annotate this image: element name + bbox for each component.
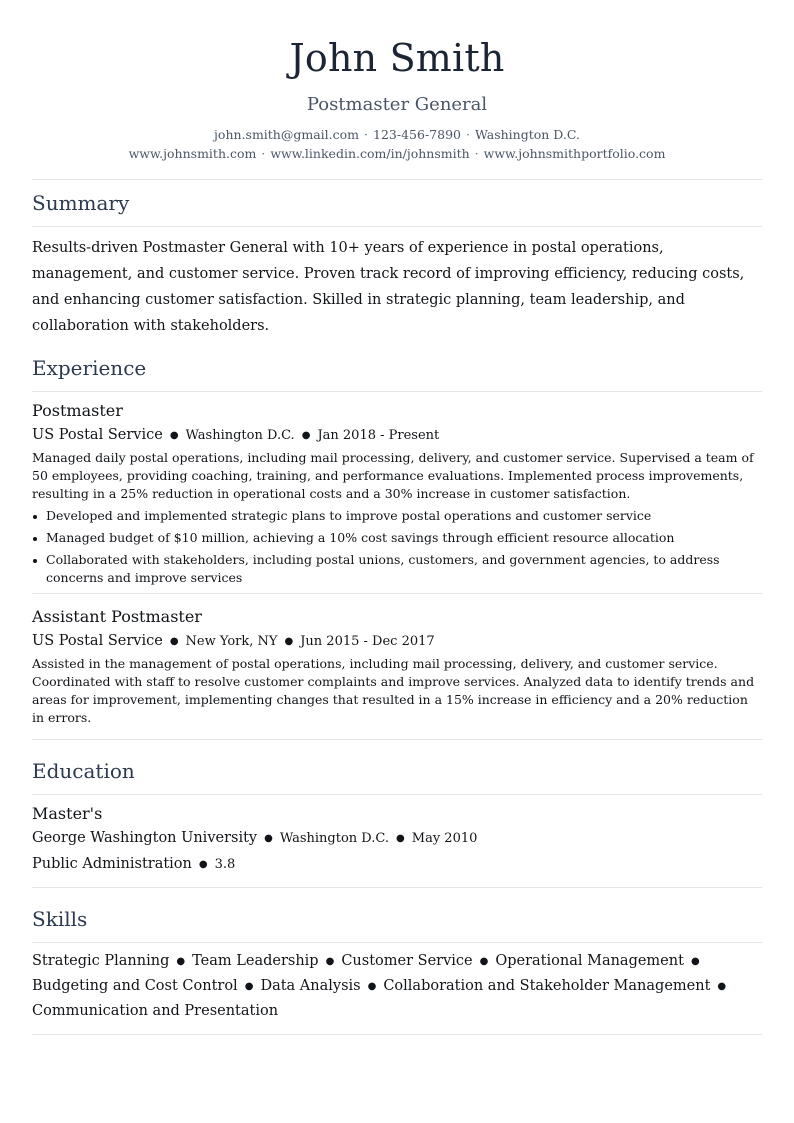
skill-item: Team Leadership — [192, 953, 319, 969]
job-entry — [32, 400, 762, 587]
job-organization: US Postal Service — [32, 427, 163, 443]
skill-item: Budgeting and Cost Control — [32, 978, 238, 994]
experience-section — [32, 355, 762, 740]
job-title: Assistant Postmaster — [32, 607, 202, 626]
school-name: George Washington University — [32, 830, 258, 846]
gpa: 3.8 — [214, 857, 236, 872]
skill-item: Collaboration and Stakeholder Management — [383, 978, 711, 994]
education-heading: Education — [32, 759, 135, 783]
candidate-name: John Smith — [289, 36, 505, 80]
summary-section — [32, 190, 762, 339]
summary-heading: Summary — [32, 191, 130, 215]
separator-dot: · — [466, 127, 470, 142]
school-location: Washington D.C. — [279, 831, 390, 846]
bullet-separator: ● — [198, 859, 208, 870]
skill-item: Customer Service — [341, 953, 473, 969]
skill-item: Operational Management — [495, 953, 684, 969]
bullet-separator: ● — [284, 636, 294, 647]
website-link[interactable]: www.johnsmith.com — [128, 146, 257, 161]
skill-item: Strategic Planning — [32, 953, 170, 969]
bullet-separator: ● — [169, 430, 179, 441]
bullet-separator: ● — [479, 956, 489, 967]
experience-heading: Experience — [32, 356, 147, 380]
skill-item: Communication and Presentation — [32, 1003, 279, 1019]
resume-page — [32, 0, 762, 1035]
bullet-separator: ● — [690, 956, 700, 967]
list-item: Developed and implemented strategic plans to improve postal operations and customer service — [32, 507, 762, 525]
skills-row — [32, 974, 762, 999]
list-item: Collaborated with stakeholders, including postal unions, customers, and government agencies, to address concerns and improve services — [32, 551, 762, 587]
contact-info — [32, 125, 762, 163]
skill-item: Data Analysis — [260, 978, 361, 994]
job-description: Managed daily postal operations, including mail processing, delivery, and customer service. Supervised a team of 50 employees, providing coaching, training, and performance evaluations. Implemented process improvements, resulting in a 25% reduction in operational costs and a 30% increase in customer satisfaction. — [32, 450, 754, 501]
field-meta — [32, 854, 762, 875]
divider — [32, 391, 762, 392]
skills-list — [32, 949, 762, 1024]
divider — [32, 1034, 762, 1035]
location: Washington D.C. — [474, 127, 580, 142]
divider — [32, 226, 762, 227]
divider — [32, 179, 762, 180]
job-description: Assisted in the management of postal operations, including mail processing, delivery, and customer service. Coordinated with staff to resolve customer complaints and improve services. Analyzed data to identify trends and areas for improvement, implementing changes that resulted in a 15% increase in efficiency and a 20% reduction in errors. — [32, 656, 755, 725]
school-meta — [32, 828, 762, 849]
bullet-separator: ● — [367, 981, 377, 992]
list-item: Managed budget of $10 million, achieving a 10% cost savings through efficient resource allocation — [32, 529, 762, 547]
job-organization: US Postal Service — [32, 633, 163, 649]
portfolio-link[interactable]: www.johnsmithportfolio.com — [483, 146, 666, 161]
linkedin-link[interactable]: www.linkedin.com/in/johnsmith — [270, 146, 470, 161]
resume-header — [32, 0, 762, 163]
contact-line-1 — [32, 125, 762, 144]
bullet-separator: ● — [169, 636, 179, 647]
divider — [32, 593, 762, 594]
graduation-date: May 2010 — [411, 831, 478, 846]
job-highlights — [32, 507, 762, 587]
job-location: Washington D.C. — [185, 428, 295, 443]
job-entry — [32, 606, 762, 727]
separator-dot: · — [364, 127, 369, 142]
bullet-separator: ● — [176, 956, 186, 967]
separator-dot: · — [261, 146, 266, 161]
job-location: New York, NY — [185, 634, 278, 649]
bullet-separator: ● — [301, 430, 311, 441]
summary-text: Results-driven Postmaster General with 10+ years of experience in postal operations, management, and customer service. Proven track record of improving efficiency, reducing costs, and enhancing customer satisfaction. Skilled in strategic planning, team leadership, and collaboration with stakeholders. — [32, 240, 745, 334]
candidate-title: Postmaster General — [306, 94, 488, 115]
divider — [32, 794, 762, 795]
education-section — [32, 758, 762, 888]
divider — [32, 739, 762, 740]
divider — [32, 942, 762, 943]
bullet-separator: ● — [325, 956, 335, 967]
job-dates: Jun 2015 - Dec 2017 — [300, 634, 435, 649]
bullet-separator: ● — [244, 981, 254, 992]
email-link[interactable]: john.smith@gmail.com — [214, 127, 360, 142]
job-dates: Jan 2018 - Present — [317, 428, 440, 443]
skills-row — [32, 949, 762, 974]
separator-dot: · — [474, 146, 479, 161]
job-meta — [32, 631, 762, 652]
contact-line-2 — [32, 144, 762, 163]
job-title: Postmaster — [32, 401, 123, 420]
field-of-study: Public Administration — [32, 856, 192, 872]
skills-section — [32, 906, 762, 1035]
degree: Master's — [32, 804, 103, 823]
job-meta — [32, 425, 762, 446]
phone-number[interactable]: 123-456-7890 — [373, 127, 461, 142]
skills-row — [32, 999, 762, 1024]
skills-heading: Skills — [32, 907, 88, 931]
divider — [32, 887, 762, 888]
bullet-separator: ● — [264, 833, 273, 844]
bullet-separator: ● — [396, 833, 405, 844]
bullet-separator: ● — [717, 981, 727, 992]
